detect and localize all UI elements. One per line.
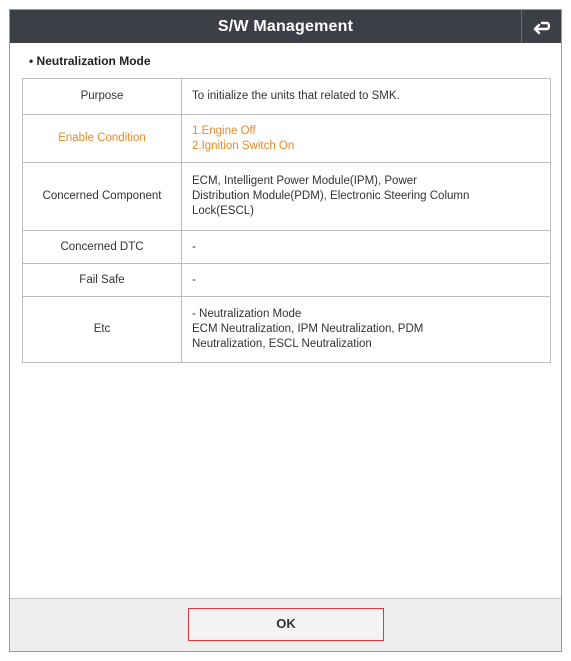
table-row [23,79,551,115]
title-bar [10,10,561,43]
back-button[interactable] [521,10,561,43]
row-value [182,297,551,363]
section-title [29,54,151,68]
table-row [23,264,551,297]
row-value [182,163,551,231]
value-line: - Neutralization Mode [192,308,302,320]
value-line: 1.Engine Off [192,124,256,137]
dialog-title: S/W Management [217,18,354,35]
row-value [182,115,551,163]
table-row [23,231,551,264]
section-title-text: Neutralization Mode [36,54,151,68]
row-label: Concerned DTC [23,231,182,264]
row-value [182,264,551,297]
value-line: To initialize the units that related to SMK. [192,90,400,102]
row-value [182,79,551,115]
value-line: - [192,240,196,253]
label-line: Concerned [42,190,99,202]
sw-management-dialog [9,9,562,652]
row-label [23,163,182,231]
info-table [22,78,551,363]
row-label: Etc [23,297,182,363]
value-line: ECM Neutralization, IPM Neutralization, PDM [192,323,424,335]
table-row [23,297,551,363]
row-label: Purpose [23,79,182,115]
return-arrow-icon [532,19,552,35]
value-line: Distribution Module(PDM), Electronic Steering Column [192,190,470,202]
value-line: Lock(ESCL) [192,205,254,217]
dialog-footer [10,598,561,651]
row-label: Fail Safe [23,264,182,297]
value-line: - [192,273,196,286]
value-line: ECM, Intelligent Power Module(IPM), Power [192,175,417,187]
ok-button[interactable]: OK [188,608,384,641]
section-bullet: • [29,54,34,68]
value-line: Neutralization, ESCL Neutralization [192,338,372,350]
table-row [23,115,551,163]
table-row [23,163,551,231]
row-value [182,231,551,264]
row-label: Enable Condition [23,115,182,163]
value-line: 2.Ignition Switch On [192,139,295,152]
label-line: Component [102,190,162,202]
